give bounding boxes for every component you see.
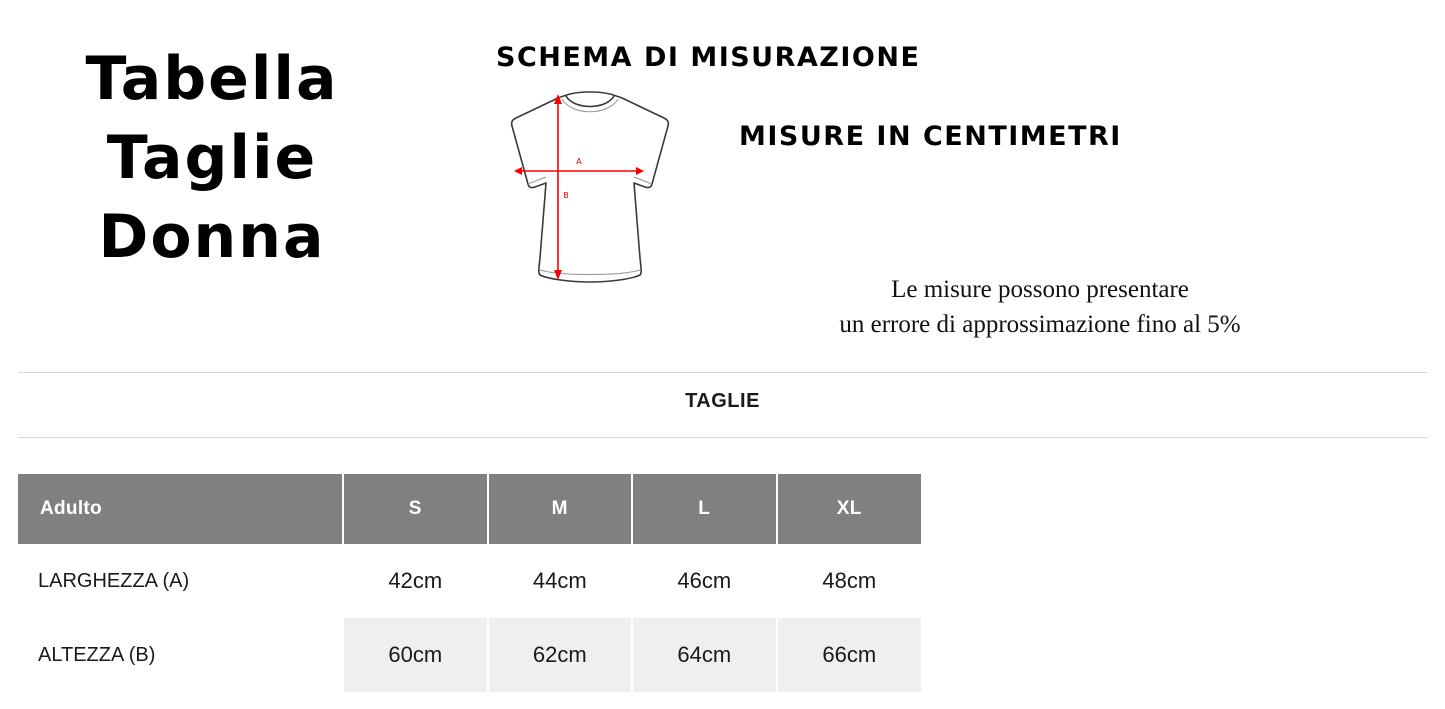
page-title-line-1: Tabella xyxy=(85,44,339,114)
cell-altezza-l: 64cm xyxy=(632,618,777,692)
cell-larghezza-xl: 48cm xyxy=(777,544,922,618)
cell-larghezza-s: 42cm xyxy=(343,544,488,618)
table-header-m: M xyxy=(488,474,633,544)
page-title-line-2: Taglie xyxy=(106,123,318,194)
cell-altezza-xl: 66cm xyxy=(777,618,922,692)
approximation-note-line-2: un errore di approssimazione fino al 5% xyxy=(839,310,1241,338)
table-header-l: L xyxy=(632,474,777,544)
sizes-section-label: TAGLIE xyxy=(685,390,760,412)
row-label-larghezza: LARGHEZZA (A) xyxy=(18,544,343,618)
measurement-scheme-title: SCHEMA DI MISURAZIONE xyxy=(496,42,921,73)
approximation-note-line-1: Le misure possono presentare xyxy=(891,276,1189,303)
row-label-altezza: ALTEZZA (B) xyxy=(18,618,343,692)
table-header-row xyxy=(18,474,921,544)
cell-altezza-s: 60cm xyxy=(343,618,488,692)
cell-larghezza-l: 46cm xyxy=(632,544,777,618)
approximation-note xyxy=(690,273,1390,342)
page-title xyxy=(22,40,402,278)
units-title: MISURE IN CENTIMETRI xyxy=(739,121,1122,152)
shirt-illustration-icon xyxy=(470,78,710,293)
size-table xyxy=(18,474,921,692)
divider-bottom xyxy=(18,437,1427,438)
cell-altezza-m: 62cm xyxy=(488,618,633,692)
table-header-xl: XL xyxy=(777,474,922,544)
shirt-diagram xyxy=(470,78,710,293)
table-header-adulto: Adulto xyxy=(18,474,343,544)
cell-larghezza-m: 44cm xyxy=(488,544,633,618)
table-row xyxy=(18,544,921,618)
divider-top xyxy=(18,372,1427,373)
diagram-label-b: B xyxy=(563,191,569,200)
page-title-line-3: Donna xyxy=(98,202,326,273)
table-row xyxy=(18,618,921,692)
table-header-s: S xyxy=(343,474,488,544)
diagram-label-a: A xyxy=(576,157,582,166)
